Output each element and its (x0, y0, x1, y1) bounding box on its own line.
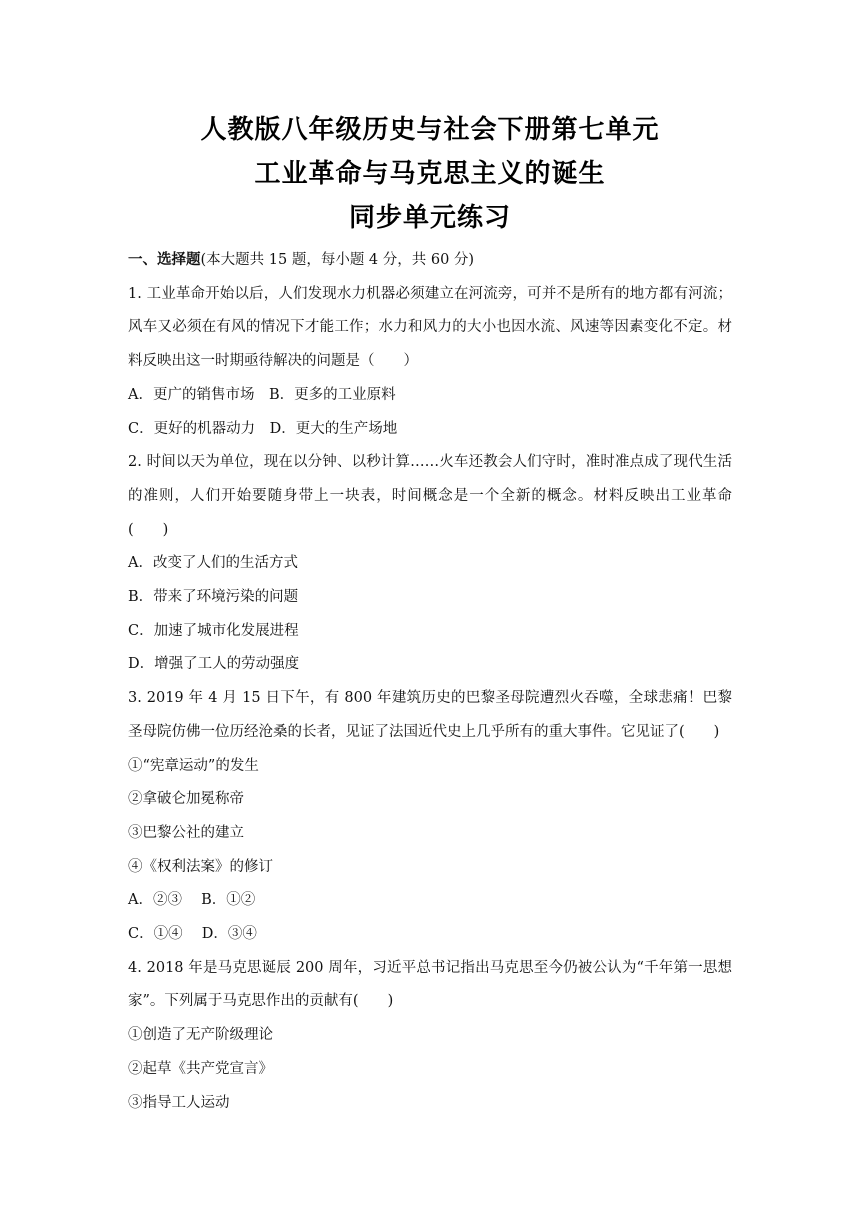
question-3-item-4: ④《权利法案》的修订 (128, 858, 273, 875)
document-title (0, 108, 860, 240)
question-4-item-1: ①创造了无产阶级理论 (128, 1027, 273, 1044)
question-3-options-cd: C．①④ D．③④ (128, 926, 257, 943)
question-2-option-c: C．加速了城市化发展进程 (128, 622, 299, 639)
question-3-stem: 3. 2019 年 4 月 15 日下午，有 800 年建筑历史的巴黎圣母院遭烈火吞噬，全球悲痛！巴黎圣母院仿佛一位历经沧桑的长者，见证了法国近代史上几乎所有的重大事件。它见证了( ) (128, 690, 732, 740)
question-3-options-ab: A．②③ B．①② (128, 892, 256, 909)
question-3-item-2: ②拿破仑加冕称帝 (128, 791, 244, 808)
question-4-item-2: ②起草《共产党宣言》 (128, 1060, 273, 1077)
title-line-3: 同步单元练习 (348, 203, 511, 233)
question-2-option-d: D．增强了工人的劳动强度 (128, 656, 300, 673)
question-2-option-b: B．带来了环境污染的问题 (128, 589, 299, 606)
question-4-item-3: ③指导工人运动 (128, 1094, 230, 1111)
question-1-stem: 1. 工业革命开始以后，人们发现水力机器必须建立在河流旁，可并不是所有的地方都有河流；风车又必须在有风的情况下才能工作；水力和风力的大小也因水流、风速等因素变化不定。材料反映出这一时期亟待解决的问题是（ ） (128, 285, 732, 370)
title-line-1: 人教版八年级历史与社会下册第七单元 (200, 115, 660, 145)
question-3-item-1: ①“宪章运动”的发生 (128, 757, 259, 774)
document-body (128, 243, 732, 1120)
question-4-stem: 4. 2018 年是马克思诞辰 200 周年，习近平总书记指出马克思至今仍被公认为“千年第一思想家”。下列属于马克思作出的贡献有( ) (128, 959, 732, 1010)
question-3-item-3: ③巴黎公社的建立 (128, 824, 244, 841)
section-heading (128, 243, 732, 278)
question-1-options-ab: A．更广的销售市场 B．更多的工业原料 (128, 386, 396, 403)
question-2-option-a: A．改变了人们的生活方式 (128, 555, 298, 572)
section-heading-label: 一、选择题 (128, 251, 201, 268)
question-2-stem: 2. 时间以天为单位，现在以分钟、以秒计算……火车还教会人们守时，准时准点成了现代生活的准则，人们开始要随身带上一块表，时间概念是一个全新的概念。材料反映出工业革命( ) (128, 454, 732, 538)
title-line-2: 工业革命与马克思主义的诞生 (254, 159, 606, 189)
section-heading-note: (本大题共 15 题，每小题 4 分，共 60 分) (200, 252, 475, 268)
question-1-options-cd: C．更好的机器动力 D．更大的生产场地 (128, 420, 398, 437)
